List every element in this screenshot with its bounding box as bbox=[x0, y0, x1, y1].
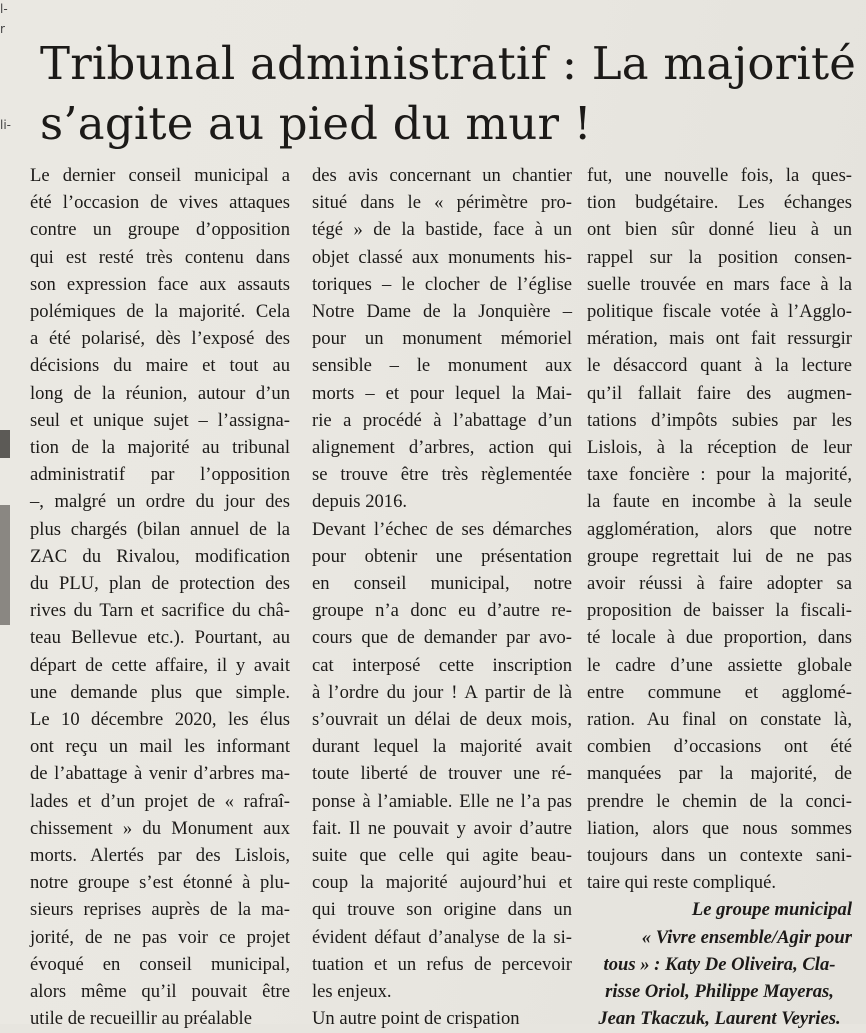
edge-photo-fragment bbox=[0, 430, 10, 458]
text-line: tuation et un refus de percevoir bbox=[312, 953, 572, 975]
text-line: toriques – le clocher de l’église bbox=[312, 273, 572, 295]
text-line: Devant l’échec de ses démarches bbox=[312, 518, 572, 540]
text-line: a été polarisé, dès l’exposé des bbox=[30, 328, 290, 350]
text-line: à l’ordre du jour ! A partir de là bbox=[312, 681, 572, 703]
text-line: groupe n’a donc eu d’autre re- bbox=[312, 600, 572, 622]
text-line: s’ouvrait un délai de deux mois, bbox=[312, 709, 572, 731]
text-line: politique fiscale votée à l’Agglo- bbox=[587, 301, 852, 323]
text-line: morts – et pour lequel la Mai- bbox=[312, 382, 572, 404]
article-signature bbox=[587, 896, 852, 1032]
text-line: depuis 2016. bbox=[312, 491, 408, 513]
text-line: en conseil municipal, notre bbox=[312, 573, 572, 595]
text-line: agglomération, alors que notre bbox=[587, 518, 852, 540]
text-line: long de la réunion, autour d’un bbox=[30, 382, 290, 404]
column-3-body bbox=[587, 162, 852, 896]
text-line: morts. Alertés par des Lislois, bbox=[30, 845, 290, 867]
text-line: tations d’impôts subies par les bbox=[587, 409, 852, 431]
text-line: toute liberté de trouver une ré- bbox=[312, 763, 572, 785]
text-line: ponse à l’amiable. Elle ne l’a pas bbox=[312, 790, 572, 812]
text-line: coup la majorité aujourd’hui et bbox=[312, 872, 572, 894]
text-line: seul et unique sujet – l’assigna- bbox=[30, 409, 290, 431]
text-line: suelle trouvée en mars face à la bbox=[587, 273, 852, 295]
text-line: pour un monument mémoriel bbox=[312, 328, 572, 350]
text-line: été l’occasion de vives attaques bbox=[30, 192, 290, 214]
text-line: rie a procédé à l’abattage d’un bbox=[312, 409, 572, 431]
edge-photo-fragment bbox=[0, 505, 10, 625]
article-column-1 bbox=[30, 162, 290, 1033]
text-line: administratif par l’opposition bbox=[30, 464, 290, 486]
text-line: évoqué en conseil municipal, bbox=[30, 953, 290, 975]
text-line: ration. Au final on constate là, bbox=[587, 709, 852, 731]
text-line: le cadre d’une assiette globale bbox=[587, 654, 852, 676]
text-line: Notre Dame de la Jonquière – bbox=[312, 301, 572, 323]
text-line: son expression face aux assauts bbox=[30, 273, 290, 295]
edge-fragment: r bbox=[0, 22, 5, 36]
text-line: évident défaut d’analyse de la si- bbox=[312, 926, 572, 948]
text-line: la faute en incombe à la seule bbox=[587, 491, 852, 513]
text-line: qu’il fallait faire des augmen- bbox=[587, 382, 852, 404]
text-line: té locale à due proportion, dans bbox=[587, 627, 852, 649]
text-line: mération, mais ont fait ressurgir bbox=[587, 328, 852, 350]
edge-fragment: li- bbox=[0, 118, 11, 132]
text-line: objet classé aux monuments his- bbox=[312, 246, 572, 268]
text-line: –, malgré un ordre du jour des bbox=[30, 491, 290, 513]
text-line: du PLU, plan de protection des bbox=[30, 573, 290, 595]
text-line: Un autre point de crispation bbox=[312, 1008, 520, 1030]
text-line: teau Bellevue etc.). Pourtant, au bbox=[30, 627, 290, 649]
text-line: sieurs reprises auprès de la ma- bbox=[30, 899, 290, 921]
text-line: décisions du maire et tout au bbox=[30, 355, 290, 377]
text-line: groupe regrettait lui de ne pas bbox=[587, 545, 852, 567]
text-line: fait. Il ne pouvait y avoir d’autre bbox=[312, 817, 572, 839]
signature-line: Jean Tkaczuk, Laurent Veyries. bbox=[598, 1008, 841, 1030]
text-line: liation, alors que nous sommes bbox=[587, 817, 852, 839]
text-line: pour obtenir une présentation bbox=[312, 545, 572, 567]
text-line: polémiques de la majorité. Cela bbox=[30, 301, 290, 323]
text-line: situé dans le « périmètre pro- bbox=[312, 192, 572, 214]
text-line: sensible – le monument aux bbox=[312, 355, 572, 377]
text-line: rappel sur la position consen- bbox=[587, 246, 852, 268]
text-line: taxe foncière : pour la majorité, bbox=[587, 464, 852, 486]
text-line: prendre le chemin de la conci- bbox=[587, 790, 852, 812]
text-line: tégé » de la bastide, face à un bbox=[312, 219, 572, 241]
text-line: toujours dans un contexte sani- bbox=[587, 845, 852, 867]
text-line: jorité, de ne pas voir ce projet bbox=[30, 926, 290, 948]
signature-line: « Vivre ensemble/Agir pour bbox=[641, 926, 852, 948]
text-line: lades et d’un projet de « rafraî- bbox=[30, 790, 290, 812]
text-line: Lislois, à la réception de leur bbox=[587, 437, 852, 459]
text-line: des avis concernant un chantier bbox=[312, 165, 572, 186]
text-line: avoir réussi à faire adopter sa bbox=[587, 573, 852, 595]
article-column-2 bbox=[312, 162, 572, 1033]
text-line: manquées par la majorité, de bbox=[587, 763, 852, 785]
article-headline bbox=[40, 34, 860, 154]
text-line: taire qui reste compliqué. bbox=[587, 872, 776, 894]
text-line: alignement d’arbres, action qui bbox=[312, 437, 572, 459]
signature-line: Le groupe municipal bbox=[691, 899, 852, 921]
text-line: Le dernier conseil municipal a bbox=[30, 165, 290, 186]
text-line: plus chargés (bilan annuel de la bbox=[30, 518, 290, 540]
text-line: départ de cette affaire, il y avait bbox=[30, 654, 290, 676]
text-line: chissement » du Monument aux bbox=[30, 817, 290, 839]
text-line: ont bien sûr donné lieu à un bbox=[587, 219, 852, 241]
text-line: cat interposé cette inscription bbox=[312, 654, 572, 676]
text-line: rives du Tarn et sacrifice du châ- bbox=[30, 600, 290, 622]
text-line: qui est resté très contenu dans bbox=[30, 246, 290, 268]
text-line: contre un groupe d’opposition bbox=[30, 219, 290, 241]
signature-line: tous » : Katy De Oliveira, Cla- bbox=[603, 953, 836, 975]
text-line: Le 10 décembre 2020, les élus bbox=[30, 709, 290, 731]
text-line: utile de recueillir au préalable bbox=[30, 1008, 252, 1030]
text-line: entre commune et agglomé- bbox=[587, 681, 852, 703]
text-line: ZAC du Rivalou, modification bbox=[30, 545, 290, 567]
text-line: se trouve être très règlementée bbox=[312, 464, 572, 486]
text-line: combien d’occasions ont été bbox=[587, 736, 852, 758]
text-line: tion de la majorité au tribunal bbox=[30, 437, 290, 459]
text-line: de l’abattage à venir d’arbres ma- bbox=[30, 763, 290, 785]
text-line: suite que celle qui agite beau- bbox=[312, 845, 572, 867]
text-line: proposition de baisser la fiscali- bbox=[587, 600, 852, 622]
text-line: cours que de demander par avo- bbox=[312, 627, 572, 649]
text-line: notre groupe s’est étonné à plu- bbox=[30, 872, 290, 894]
edge-fragment: l- bbox=[0, 2, 8, 16]
headline-line: Tribunal administratif : La majorité bbox=[40, 37, 857, 90]
text-line: ont reçu un mail les informant bbox=[30, 736, 290, 758]
article-column-3 bbox=[587, 162, 852, 1033]
text-line: les enjeux. bbox=[312, 981, 392, 1003]
text-line: qui trouve son origine dans un bbox=[312, 899, 572, 921]
text-line: fut, une nouvelle fois, la ques- bbox=[587, 165, 852, 186]
text-line: le désaccord quant à la lecture bbox=[587, 355, 852, 377]
text-line: alors même qu’il pouvait être bbox=[30, 981, 290, 1003]
headline-line: s’agite au pied du mur ! bbox=[40, 97, 592, 150]
text-line: durant lequel la majorité avait bbox=[312, 736, 572, 758]
text-line: une demande plus que simple. bbox=[30, 681, 290, 703]
text-line: tion budgétaire. Les échanges bbox=[587, 192, 852, 214]
signature-line: risse Oriol, Philippe Mayeras, bbox=[605, 981, 834, 1003]
